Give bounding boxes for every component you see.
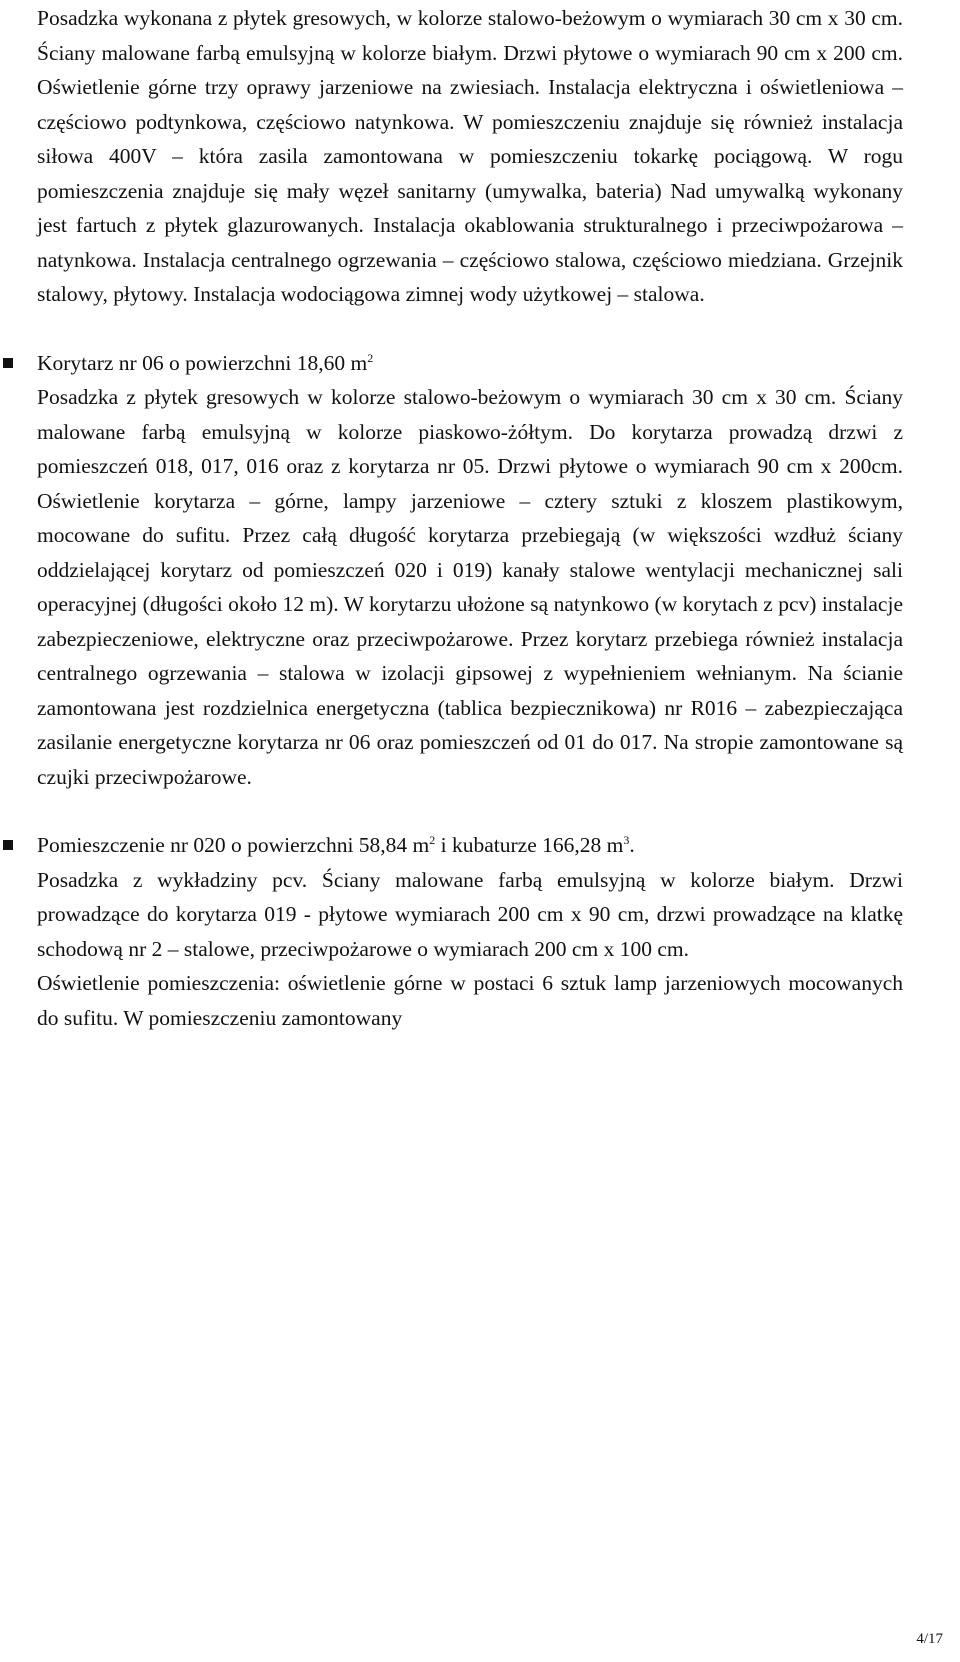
document-page	[37, 0, 903, 1035]
square-bullet-icon	[3, 358, 13, 368]
section-korytarz-06	[37, 346, 903, 795]
section-body-continued: Oświetlenie pomieszczenia: oświetlenie górne w postaci 6 sztuk lamp jarzeniowych mocowanych do sufitu. W pomieszczeniu zamontowany	[37, 971, 903, 1030]
page-number: 4/17	[916, 1631, 943, 1647]
section-body: Posadzka z wykładziny pcv. Ściany malowane farbą emulsyjną w kolorze białym. Drzwi prowadzące do korytarza 019 - płytowe wymiarach 200 cm x 90 cm, drzwi prowadzące na klatkę schodową nr 2 – stalowe, przeciwpożarowe o wymiarach 200 cm x 100 cm.	[37, 867, 903, 961]
section-pomieszczenie-020	[37, 828, 903, 1035]
superscript-volume-unit: 3	[623, 832, 630, 847]
section-heading-text: Korytarz nr 06 o powierzchni 18,60 m	[37, 350, 368, 375]
section-heading-end: .	[629, 833, 635, 857]
section-body: Posadzka z płytek gresowych w kolorze stalowo-beżowym o wymiarach 30 cm x 30 cm. Ściany malowane farbą emulsyjną w kolorze piaskowo-żółtym. Do korytarza prowadzą drzwi z pomieszczeń 018, 017, 016 oraz z korytarza nr 05. Drzwi płytowe o wymiarach 90 cm x 200cm. Oświetlenie korytarza – górne, lampy jarzeniowe – cztery sztuki z kloszem plastikowym, mocowane do sufitu. Przez całą długość korytarza przebiegają (w większości wzdłuż ściany oddzielającej korytarz od pomieszczeń 020 i 019) kanały stalowe wentylacji mechanicznej sali operacyjnej (długości około 12 m). W korytarzu ułożone są natynkowo (w korytach z pcv) instalacje zabezpieczeniowe, elektryczne oraz przeciwpożarowe. Przez korytarz przebiega również instalacja centralnego ogrzewania – stalowa w izolacji gipsowej z wypełnieniem wełnianym. Na ścianie zamontowana jest rozdzielnica energetyczna (tablica bezpiecznikowa) nr R016 – zabezpieczająca zasilanie energetyczne korytarza nr 06 oraz pomieszczeń od 01 do 017. Na stropie zamontowane są czujki przeciwpożarowe.	[37, 385, 903, 789]
section-heading-mid: i kubaturze 166,28 m	[435, 833, 624, 857]
section-heading	[37, 346, 903, 381]
intro-paragraph: Posadzka wykonana z płytek gresowych, w kolorze stalowo-beżowym o wymiarach 30 cm x 30 cm. Ściany malowane farbą emulsyjną w kolorze białym. Drzwi płytowe o wymiarach 90 cm x 200 cm. Oświetlenie górne trzy oprawy jarzeniowe na zwiesiach. Instalacja elektryczna i oświetleniowa – częściowo podtynkowa, częściowo natynkowa. W pomieszczeniu znajduje się również instalacja siłowa 400V – która zasila zamontowana w pomieszczeniu tokarkę pociągową. W rogu pomieszczenia znajduje się mały węzeł sanitarny (umywalka, bateria) Nad umywalką wykonany jest fartuch z płytek glazurowanych. Instalacja okablowania strukturalnego i przeciwpożarowa – natynkowa. Instalacja centralnego ogrzewania – częściowo stalowa, częściowo miedziana. Grzejnik stalowy, płytowy. Instalacja wodociągowa zimnej wody użytkowej – stalowa.	[37, 6, 903, 306]
superscript-area-unit: 2	[367, 350, 374, 365]
section-heading-text: Pomieszczenie nr 020 o powierzchni 58,84 m	[37, 833, 430, 857]
square-bullet-icon	[3, 840, 13, 850]
section-heading	[37, 828, 903, 863]
superscript-area-unit: 2	[429, 832, 436, 847]
